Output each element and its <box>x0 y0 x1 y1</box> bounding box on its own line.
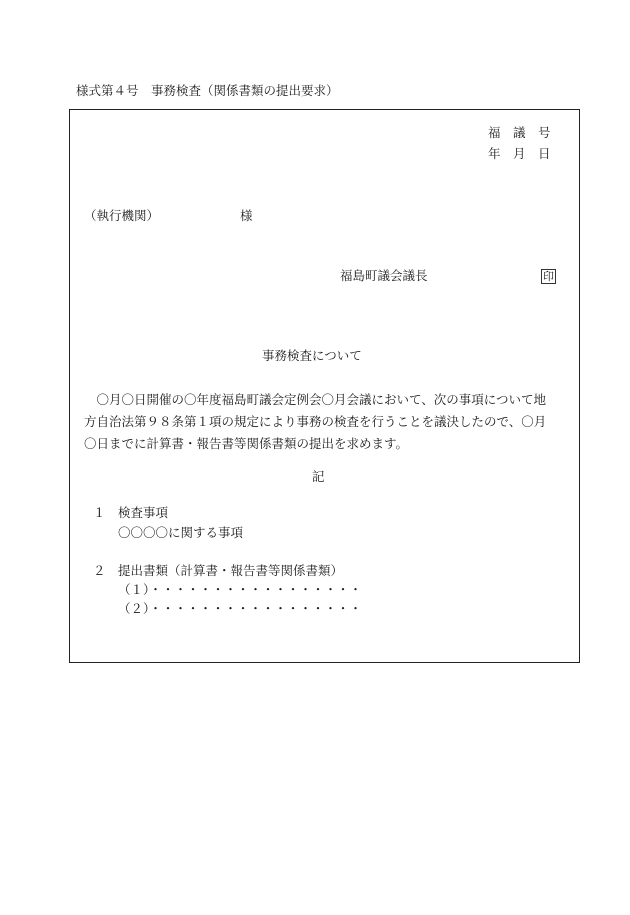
form-title: 様式第４号 事務検査（関係書類の提出要求） <box>76 83 339 98</box>
doc-date: 年 月 日 <box>488 146 551 161</box>
item1-number: １ <box>93 505 106 520</box>
body-paragraph: 〇月〇日開催の〇年度福島町議会定例会〇月会議において、次の事項について地方自治法第９８条第１項の規定により事務の検査を行うことを議決したので、〇月〇日までに計算書・報告書等関係書類の提出を求めます。 <box>84 392 547 451</box>
item1-title: 検査事項 <box>118 505 169 520</box>
item2-sub1: （１）・・・・・・・・・・・・・・・・・ <box>118 582 362 597</box>
addressee: （執行機関） <box>84 208 160 223</box>
ki-label: 記 <box>312 469 325 484</box>
subject: 事務検査について <box>262 348 362 363</box>
item2-sub2: （２）・・・・・・・・・・・・・・・・・ <box>118 601 362 616</box>
item2-number: ２ <box>93 563 106 578</box>
seal-mark <box>541 268 556 284</box>
document-frame <box>69 109 580 663</box>
item1-detail: 〇〇〇〇に関する事項 <box>118 525 244 540</box>
addressee-suffix: 様 <box>240 208 253 223</box>
sender: 福島町議会議長 <box>340 268 428 283</box>
seal-icon: 印 <box>543 270 554 283</box>
doc-number: 福 議 号 <box>488 125 551 140</box>
item2-title: 提出書類（計算書・報告書等関係書類） <box>118 563 344 578</box>
